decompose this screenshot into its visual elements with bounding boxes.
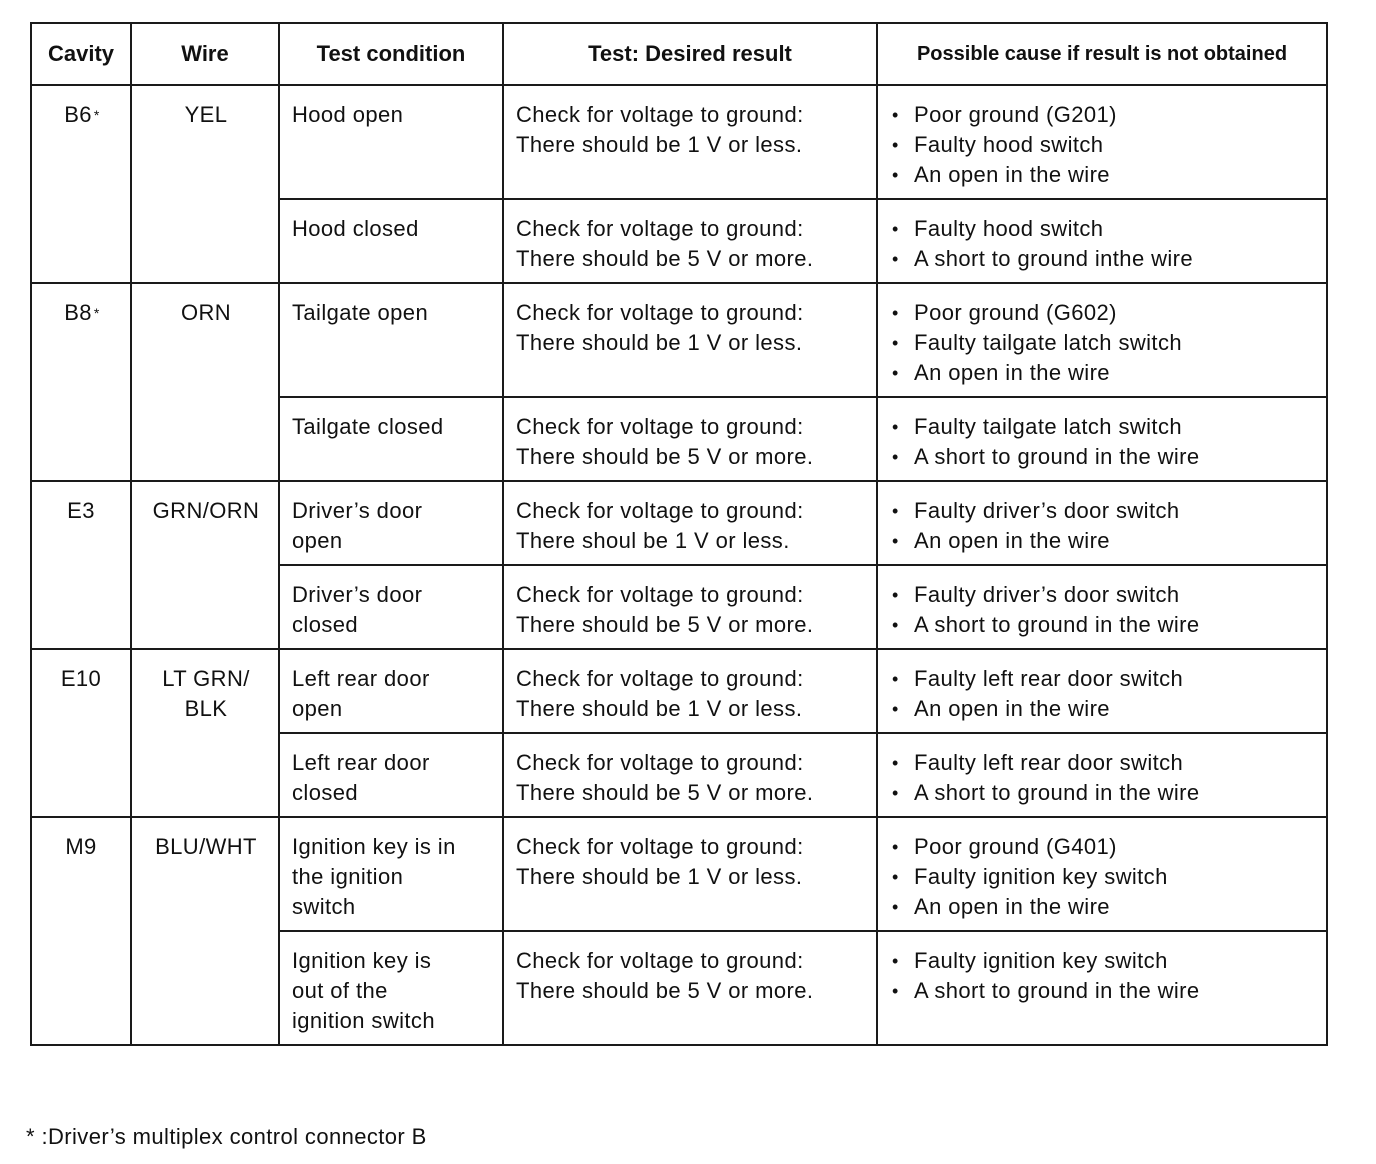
possible-cause-text: Poor ground (G201) [914, 102, 1117, 127]
possible-cause-cell [877, 931, 1327, 1045]
bullet-icon: • [892, 333, 899, 353]
cavity-label: B8 [64, 300, 92, 325]
possible-cause-text: An open in the wire [914, 528, 1110, 553]
cavity-label: B6 [64, 102, 92, 127]
wire-cell [131, 649, 279, 817]
possible-cause-cell [877, 817, 1327, 931]
possible-cause-cell [877, 565, 1327, 649]
table-row [31, 481, 1327, 565]
wire-cell [131, 481, 279, 649]
test-condition-text: Tailgate open [292, 300, 429, 325]
possible-cause-text: A short to ground in the wire [914, 780, 1200, 805]
possible-cause-item [890, 442, 1316, 472]
bullet-icon: • [892, 165, 899, 185]
cavity-label: M9 [65, 834, 97, 859]
desired-result-line: Check for voltage to ground: [516, 750, 804, 775]
possible-cause-item [890, 412, 1316, 442]
wire-color-label: GRN/ORN [152, 498, 260, 523]
possible-cause-cell [877, 199, 1327, 283]
wire-color-label: YEL [184, 102, 228, 127]
possible-cause-item [890, 892, 1316, 922]
possible-cause-text: Faulty ignition key switch [914, 948, 1168, 973]
bullet-icon: • [892, 417, 899, 437]
desired-result-line: There should be 5 V or more. [516, 978, 814, 1003]
bullet-icon: • [892, 699, 899, 719]
possible-cause-item [890, 298, 1316, 328]
possible-cause-text: Faulty tailgate latch switch [914, 330, 1182, 355]
possible-cause-text: Faulty hood switch [914, 132, 1104, 157]
test-condition-text: Ignition key is out of the ignition switch [292, 948, 435, 1033]
desired-result-line: There should be 1 V or less. [516, 864, 803, 889]
bullet-icon: • [892, 249, 899, 269]
table-row [31, 649, 1327, 733]
desired-result-line: There should be 5 V or more. [516, 246, 814, 271]
desired-result-cell [503, 649, 877, 733]
header-desired-result: Test: Desired result [503, 23, 877, 85]
possible-cause-item [890, 328, 1316, 358]
bullet-icon: • [892, 303, 899, 323]
test-condition-text: Driver’s door open [292, 498, 423, 553]
bullet-icon: • [892, 447, 899, 467]
possible-cause-text: An open in the wire [914, 696, 1110, 721]
desired-result-line: Check for voltage to ground: [516, 582, 804, 607]
test-condition-cell [279, 733, 503, 817]
wire-cell [131, 85, 279, 283]
possible-cause-text: Faulty tailgate latch switch [914, 414, 1182, 439]
possible-cause-item [890, 160, 1316, 190]
possible-cause-item [890, 748, 1316, 778]
bullet-icon: • [892, 897, 899, 917]
bullet-icon: • [892, 531, 899, 551]
possible-cause-cell [877, 481, 1327, 565]
header-cavity: Cavity [31, 23, 131, 85]
desired-result-line: Check for voltage to ground: [516, 834, 804, 859]
possible-cause-item [890, 862, 1316, 892]
wire-color-label: BLU/WHT [155, 834, 257, 859]
bullet-icon: • [892, 981, 899, 1001]
possible-cause-text: An open in the wire [914, 894, 1110, 919]
possible-cause-text: An open in the wire [914, 360, 1110, 385]
bullet-icon: • [892, 867, 899, 887]
desired-result-cell [503, 481, 877, 565]
desired-result-cell [503, 931, 877, 1045]
test-condition-text: Left rear door closed [292, 750, 430, 805]
test-condition-text: Hood open [292, 102, 404, 127]
cavity-label: E3 [67, 498, 95, 523]
possible-cause-text: A short to ground inthe wire [914, 246, 1194, 271]
test-condition-text: Left rear door open [292, 666, 430, 721]
cavity-footnote-mark: * [93, 305, 100, 321]
wire-color-label: LT GRN/ BLK [162, 666, 250, 721]
possible-cause-item [890, 694, 1316, 724]
cavity-cell [31, 649, 131, 817]
possible-cause-item [890, 832, 1316, 862]
possible-cause-text: A short to ground in the wire [914, 978, 1200, 1003]
table-header-row [31, 23, 1327, 85]
desired-result-cell [503, 85, 877, 199]
cavity-label: E10 [60, 666, 102, 691]
possible-cause-item [890, 778, 1316, 808]
table-body [31, 85, 1327, 1045]
header-possible-cause: Possible cause if result is not obtained [877, 23, 1327, 85]
possible-cause-text: A short to ground in the wire [914, 612, 1200, 637]
possible-cause-item [890, 130, 1316, 160]
cavity-cell [31, 481, 131, 649]
cavity-cell [31, 85, 131, 283]
possible-cause-text: A short to ground in the wire [914, 444, 1200, 469]
possible-cause-item [890, 580, 1316, 610]
desired-result-cell [503, 733, 877, 817]
table-row [31, 817, 1327, 931]
possible-cause-item [890, 214, 1316, 244]
possible-cause-item [890, 610, 1316, 640]
bullet-icon: • [892, 669, 899, 689]
possible-cause-cell [877, 85, 1327, 199]
desired-result-line: There should be 1 V or less. [516, 330, 803, 355]
desired-result-line: Check for voltage to ground: [516, 498, 804, 523]
possible-cause-text: Faulty driver’s door switch [914, 582, 1180, 607]
possible-cause-item [890, 100, 1316, 130]
cavity-footnote-mark: * [93, 107, 100, 123]
possible-cause-cell [877, 283, 1327, 397]
test-condition-cell [279, 565, 503, 649]
desired-result-cell [503, 199, 877, 283]
test-condition-text: Ignition key is in the ignition switch [292, 834, 456, 919]
bullet-icon: • [892, 363, 899, 383]
footnote: * :Driver’s multiplex control connector B [26, 1124, 427, 1149]
desired-result-cell [503, 565, 877, 649]
desired-result-line: There should be 5 V or more. [516, 612, 814, 637]
test-condition-cell [279, 85, 503, 199]
test-condition-cell [279, 481, 503, 565]
desired-result-line: There should be 5 V or more. [516, 444, 814, 469]
possible-cause-item [890, 976, 1316, 1006]
test-condition-text: Driver’s door closed [292, 582, 423, 637]
desired-result-line: Check for voltage to ground: [516, 414, 804, 439]
possible-cause-item [890, 664, 1316, 694]
possible-cause-text: Faulty ignition key switch [914, 864, 1168, 889]
test-condition-cell [279, 397, 503, 481]
test-condition-text: Hood closed [292, 216, 419, 241]
table-row [31, 85, 1327, 199]
desired-result-line: Check for voltage to ground: [516, 300, 804, 325]
possible-cause-item [890, 526, 1316, 556]
desired-result-line: Check for voltage to ground: [516, 102, 804, 127]
desired-result-cell [503, 397, 877, 481]
bullet-icon: • [892, 501, 899, 521]
possible-cause-text: Faulty hood switch [914, 216, 1104, 241]
test-condition-cell [279, 931, 503, 1045]
desired-result-cell [503, 817, 877, 931]
desired-result-line: There shoul be 1 V or less. [516, 528, 790, 553]
desired-result-line: Check for voltage to ground: [516, 948, 804, 973]
bullet-icon: • [892, 219, 899, 239]
possible-cause-text: An open in the wire [914, 162, 1110, 187]
wire-cell [131, 283, 279, 481]
possible-cause-cell [877, 397, 1327, 481]
test-condition-text: Tailgate closed [292, 414, 444, 439]
cavity-cell [31, 283, 131, 481]
bullet-icon: • [892, 585, 899, 605]
test-condition-cell [279, 817, 503, 931]
desired-result-line: Check for voltage to ground: [516, 666, 804, 691]
wire-cell [131, 817, 279, 1045]
possible-cause-text: Poor ground (G602) [914, 300, 1117, 325]
bullet-icon: • [892, 951, 899, 971]
bullet-icon: • [892, 783, 899, 803]
bullet-icon: • [892, 837, 899, 857]
test-condition-cell [279, 283, 503, 397]
possible-cause-text: Faulty left rear door switch [914, 666, 1184, 691]
possible-cause-item [890, 496, 1316, 526]
possible-cause-text: Faulty driver’s door switch [914, 498, 1180, 523]
desired-result-cell [503, 283, 877, 397]
table-row [31, 283, 1327, 397]
troubleshooting-table [30, 22, 1328, 1046]
desired-result-line: There should be 1 V or less. [516, 696, 803, 721]
test-condition-cell [279, 199, 503, 283]
bullet-icon: • [892, 135, 899, 155]
cavity-cell [31, 817, 131, 1045]
desired-result-line: There should be 1 V or less. [516, 132, 803, 157]
desired-result-line: There should be 5 V or more. [516, 780, 814, 805]
test-condition-cell [279, 649, 503, 733]
header-test-condition: Test condition [279, 23, 503, 85]
possible-cause-cell [877, 733, 1327, 817]
desired-result-line: Check for voltage to ground: [516, 216, 804, 241]
possible-cause-item [890, 244, 1316, 274]
wire-color-label: ORN [180, 300, 232, 325]
bullet-icon: • [892, 753, 899, 773]
possible-cause-text: Poor ground (G401) [914, 834, 1117, 859]
header-wire: Wire [131, 23, 279, 85]
possible-cause-cell [877, 649, 1327, 733]
possible-cause-item [890, 946, 1316, 976]
possible-cause-item [890, 358, 1316, 388]
bullet-icon: • [892, 615, 899, 635]
bullet-icon: • [892, 105, 899, 125]
possible-cause-text: Faulty left rear door switch [914, 750, 1184, 775]
